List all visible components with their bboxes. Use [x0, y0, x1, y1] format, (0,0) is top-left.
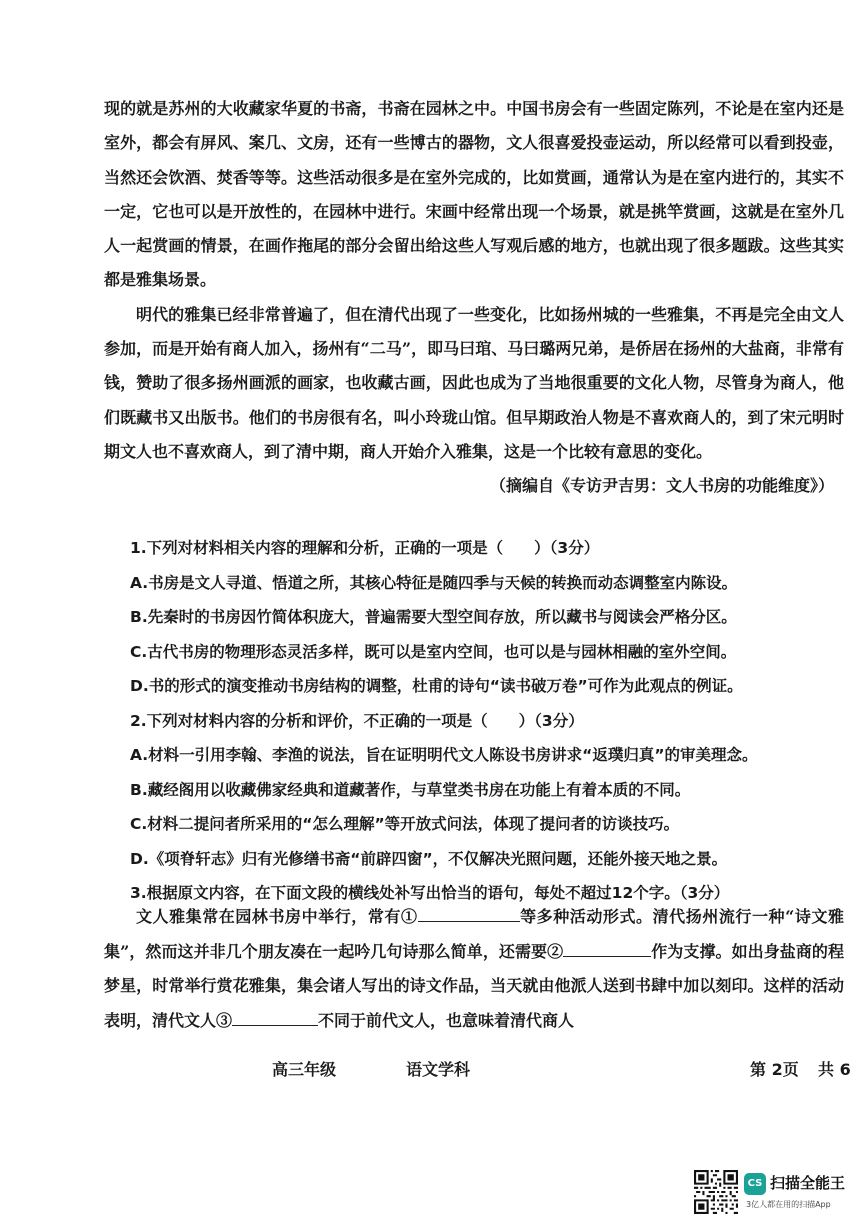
footer-total-pages: 共 6 — [818, 1060, 851, 1079]
fill-text-2: 等多种活动形式。清代扬州流行一种“诗文雅集”，然而这并非几个朋友凑在一起吟几句诗那么简单，还需要 — [104, 907, 844, 961]
blank-2-marker: ② — [547, 941, 564, 961]
question-1-option-a: A.书房是文人寻道、悟道之所，其核心特征是随四季与天候的转换而动态调整室内陈设。 — [130, 573, 738, 592]
question-2-option-a: A.材料一引用李翰、李渔的说法，旨在证明明代文人陈设书房讲求“返璞归真”的审美理念。 — [130, 746, 758, 764]
scanner-watermark — [694, 1170, 854, 1220]
material-source: （摘编自《专访尹吉男：文人书房的功能维度》） — [489, 476, 834, 496]
blank-3-line — [232, 1007, 318, 1026]
question-1-stem: 1.下列对材料相关内容的理解和分析，正确的一项是（ ）（3分） — [130, 539, 600, 557]
material-text — [104, 92, 844, 504]
question-3-stem: 3.根据原文内容，在下面文段的横线处补写出恰当的语句，每处不超过12个字。（3分） — [130, 884, 730, 902]
scanner-tagline: 3亿人都在用的扫描App — [746, 1200, 831, 1209]
fill-text-3: 作为支撑。如出身盐商的程梦星，时常举行赏花雅集，集会诸人写出的诗文作品，当天就由他派人送到书肆中加以刻印。这样的活动表明，清代文人 — [104, 941, 844, 1030]
fill-text-1: 文人雅集常在园林书房中举行，常有 — [136, 907, 401, 926]
blank-1-line — [418, 903, 520, 922]
blank-3-marker: ③ — [216, 1010, 233, 1030]
blank-2-line — [563, 938, 651, 957]
blank-1-marker: ① — [400, 907, 418, 926]
fill-in-passage — [104, 900, 844, 1038]
scanner-app-name: 扫描全能王 — [770, 1174, 846, 1192]
scanner-logo-icon: CS — [744, 1173, 766, 1195]
question-1-option-c: C.古代书房的物理形态灵活多样，既可以是室内空间，也可以是与园林相融的室外空间。 — [130, 642, 737, 661]
question-1-option-d: D.书的形式的演变推动书房结构的调整，杜甫的诗句“读书破万卷”可作为此观点的例证。 — [130, 677, 743, 695]
question-1-option-b: B.先秦时的书房因竹简体积庞大，普遍需要大型空间存放，所以藏书与阅读会严格分区。 — [130, 608, 737, 626]
questions-block — [130, 531, 845, 911]
footer-page-number: 第 2页 — [750, 1060, 799, 1079]
material-paragraph-1: 现的就是苏州的大收藏家华夏的书斋，书斋在园林之中。中国书房会有一些固定陈列，不论是在室内还是室外，都会有屏风、案几、文房，还有一些博古的器物，文人很喜爱投壶运动，所以经常可以看到投壶，当然还会饮酒、焚香等等。这些活动很多是在室外完成的，比如赏画，通常认为是在室内进行的，其实不一定，它也可以是开放性的，在园林中进行。宋画中经常出现一个场景，就是挑竿赏画，这就是在室外几人一起赏画的情景，在画作拖尾的部分会留出给这些人写观后感的地方，也就出现了很多题跋。这些其实都是雅集场景。 — [104, 99, 844, 290]
question-2-option-c: C.材料二提问者所采用的“怎么理解”等开放式问法，体现了提问者的访谈技巧。 — [130, 815, 680, 833]
footer-grade: 高三年级 — [272, 1060, 337, 1079]
material-paragraph-2: 明代的雅集已经非常普遍了，但在清代出现了一些变化，比如扬州城的一些雅集，不再是完全由文人参加，而是开始有商人加入，扬州有“二马”，即马曰琯、马曰璐两兄弟，是侨居在扬州的大盐商，非常有钱，赞助了很多扬州画派的画家，也收藏古画，因此也成为了当地很重要的文化人物，尽管身为商人，他们既藏书又出版书。他们的书房很有名，叫小玲珑山馆。但早期政治人物是不喜欢商人的，到了宋元明时期文人也不喜欢商人，到了清中期，商人开始介入雅集，这是一个比较有意思的变化。 — [104, 304, 844, 461]
qr-code-icon — [694, 1170, 738, 1214]
question-2-stem: 2.下列对材料内容的分析和评价，不正确的一项是（ ）（3分） — [130, 711, 584, 730]
page-footer — [0, 1057, 867, 1081]
footer-subject: 语文学科 — [406, 1060, 471, 1079]
fill-text-4: 不同于前代文人，也意味着清代商人 — [318, 1010, 575, 1030]
question-2-option-b: B.藏经阁用以收藏佛家经典和道藏著作，与草堂类书房在功能上有着本质的不同。 — [130, 780, 691, 799]
question-2-option-d: D.《项脊轩志》归有光修缮书斋“前辟四窗”，不仅解决光照问题，还能外接天地之景。 — [130, 849, 728, 868]
